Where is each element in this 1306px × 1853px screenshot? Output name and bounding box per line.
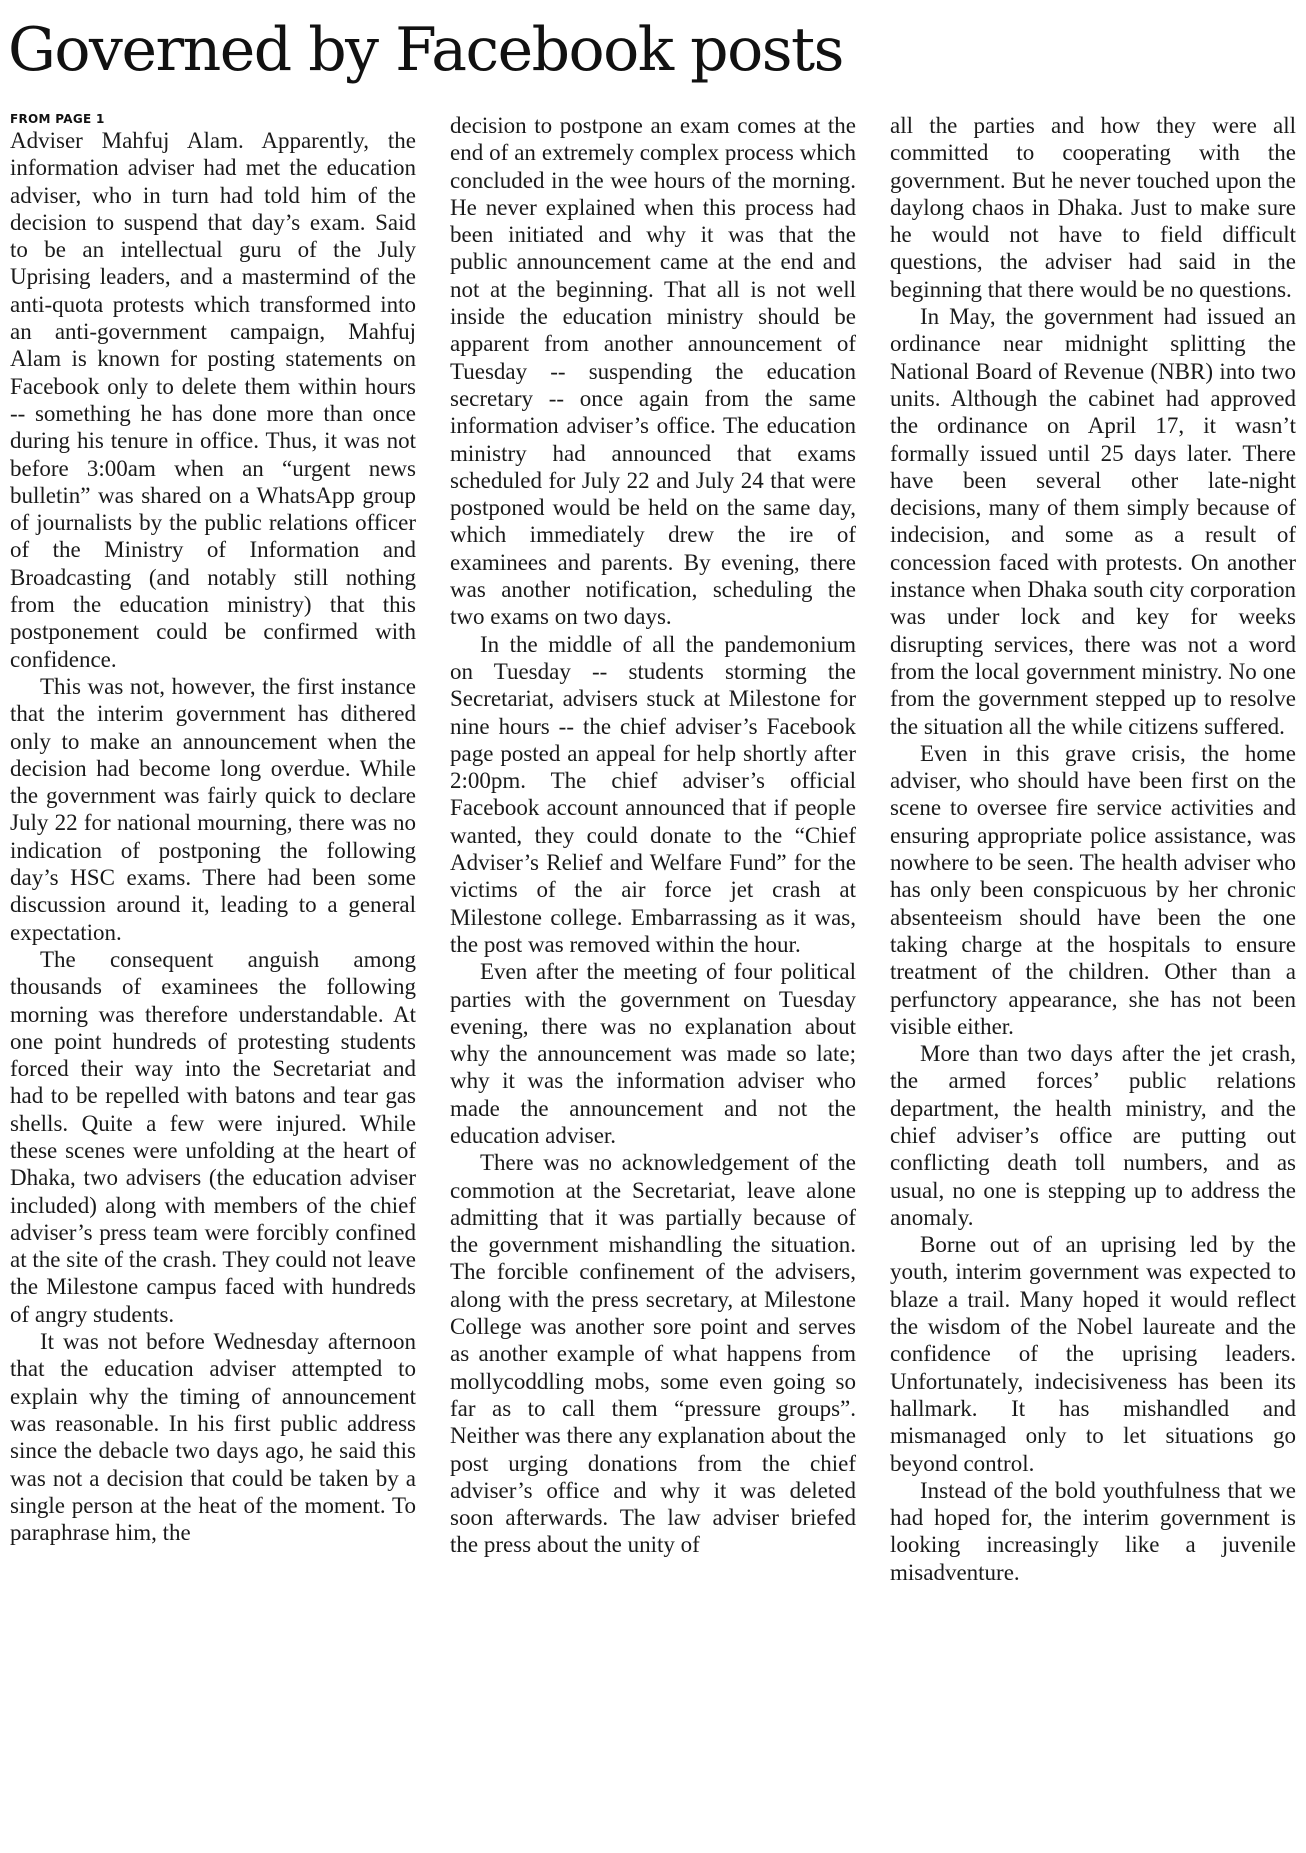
paragraph: Even after the meeting of four political parties with the government on Tuesday evening, there was no explanation about why the announcement was made so late; why it was the information adviser who made the announcement and not the education adviser.	[450, 959, 856, 1148]
paragraph: The consequent anguish among thousands of examinees the following morning was therefore understandable. At one point hundreds of protesting students forced their way into the Secretariat and had to be repelled with batons and tear gas shells. Quite a few were injured. While these scenes were unfolding at the heart of Dhaka, two advisers (the education adviser included) along with members of the chief adviser’s press team were forcibly confined at the site of the crash. They could not leave the Milestone campus faced with hundreds of angry students.	[10, 946, 416, 1327]
paragraph: all the parties and how they were all committed to cooperating with the government. But he never touched upon the daylong chaos in Dhaka. Just to make sure he would not have to field difficult questions, the adviser had said in the beginning that there would be no questions.	[890, 113, 1296, 302]
paragraph: More than two days after the jet crash, the armed forces’ public relations department, the health ministry, and the chief adviser’s office are putting out conflicting death toll numbers, and as usual, no one is stepping up to address the anomaly.	[890, 1041, 1296, 1230]
paragraph: Instead of the bold youthfulness that we had hoped for, the interim government is looking increasingly like a juvenile misadventure.	[890, 1477, 1296, 1585]
paragraph: It was not before Wednesday afternoon that the education adviser attempted to explain why the timing of announcement was reasonable. In his first public address since the debacle two days ago, he said this was not a decision that could be taken by a single person at the heat of the moment. To paraphrase him, the	[10, 1329, 416, 1546]
column-3	[890, 112, 1296, 1848]
paragraph: Borne out of an uprising led by the youth, interim government was expected to blaze a trail. Many hoped it would reflect the wisdom of the Nobel laureate and the confidence of the uprising leaders. Unfortunately, indecisiveness has been its hallmark. It has mishandled and mismanaged only to let situations go beyond control.	[890, 1232, 1296, 1476]
column-2	[450, 112, 856, 1848]
paragraph: Adviser Mahfuj Alam. Apparently, the information adviser had met the education adviser, who in turn had told him of the decision to suspend that day’s exam. Said to be an intellectual guru of the July Uprising leaders, and a mastermind of the anti-quota protests which transformed into an anti-government campaign, Mahfuj Alam is known for posting statements on Facebook only to delete them within hours -- something he has done more than once during his tenure in office. Thus, it was not before 3:00am when an “urgent news bulletin” was shared on a WhatsApp group of journalists by the public relations officer of the Ministry of Information and Broadcasting (and notably still nothing from the education ministry) that this postponement could be confirmed with confidence.	[10, 128, 416, 672]
paragraph: Even in this grave crisis, the home adviser, who should have been first on the scene to oversee fire service activities and ensuring appropriate police assistance, was nowhere to be seen. The health adviser who has only been conspicuous by her chronic absenteeism should have been the one taking charge at the hospitals to ensure treatment of the children. Other than a perfunctory appearance, she has not been visible either.	[890, 740, 1296, 1039]
paragraph: In the middle of all the pandemonium on Tuesday -- students storming the Secretariat, advisers stuck at Milestone for nine hours -- the chief adviser’s Facebook page posted an appeal for help shortly after 2:00pm. The chief adviser’s official Facebook account announced that if people wanted, they could donate to the “Chief Adviser’s Relief and Welfare Fund” for the victims of the air force jet crash at Milestone college. Embarrassing as it was, the post was removed within the hour.	[450, 631, 856, 957]
headline: Governed by Facebook posts	[8, 15, 843, 85]
article-body	[10, 112, 1296, 1848]
paragraph: There was no acknowledgement of the commotion at the Secretariat, leave alone admitting that it was partially because of the government mishandling the situation. The forcible confinement of the advisers, along with the press secretary, at Milestone College was another sore point and serves as another example of what happens from mollycoddling mobs, some even going so far as to call them “pressure groups”. Neither was there any explanation about the post urging donations from the chief adviser’s office and why it was deleted soon afterwards. The law adviser briefed the press about the unity of	[450, 1150, 856, 1558]
column-1	[10, 112, 416, 1848]
jump-line-from-page-1: FROM PAGE 1	[10, 112, 105, 126]
paragraph: This was not, however, the first instance that the interim government has dithered only to make an announcement when the decision had become long overdue. While the government was fairly quick to declare July 22 for national mourning, there was no indication of postponing the following day’s HSC exams. There had been some discussion around it, leading to a general expectation.	[10, 673, 416, 945]
paragraph: In May, the government had issued an ordinance near midnight splitting the National Board of Revenue (NBR) into two units. Although the cabinet had approved the ordinance on April 17, it wasn’t formally issued until 25 days later. There have been several other late-night decisions, many of them simply because of indecision, and some as a result of concession faced with protests. On another instance when Dhaka south city corporation was under lock and key for weeks disrupting services, there was not a word from the local government ministry. No one from the government stepped up to resolve the situation all the while citizens suffered.	[890, 304, 1296, 739]
paragraph: decision to postpone an exam comes at the end of an extremely complex process which concluded in the wee hours of the morning. He never explained when this process had been initiated and why it was that the public announcement came at the end and not at the beginning. That all is not well inside the education ministry should be apparent from another announcement of Tuesday -- suspending the education secretary -- once again from the same information adviser’s office. The education ministry had announced that exams scheduled for July 22 and July 24 that were postponed would be held on the same day, which immediately drew the ire of examinees and parents. By evening, there was another notification, scheduling the two exams on two days.	[450, 113, 856, 630]
